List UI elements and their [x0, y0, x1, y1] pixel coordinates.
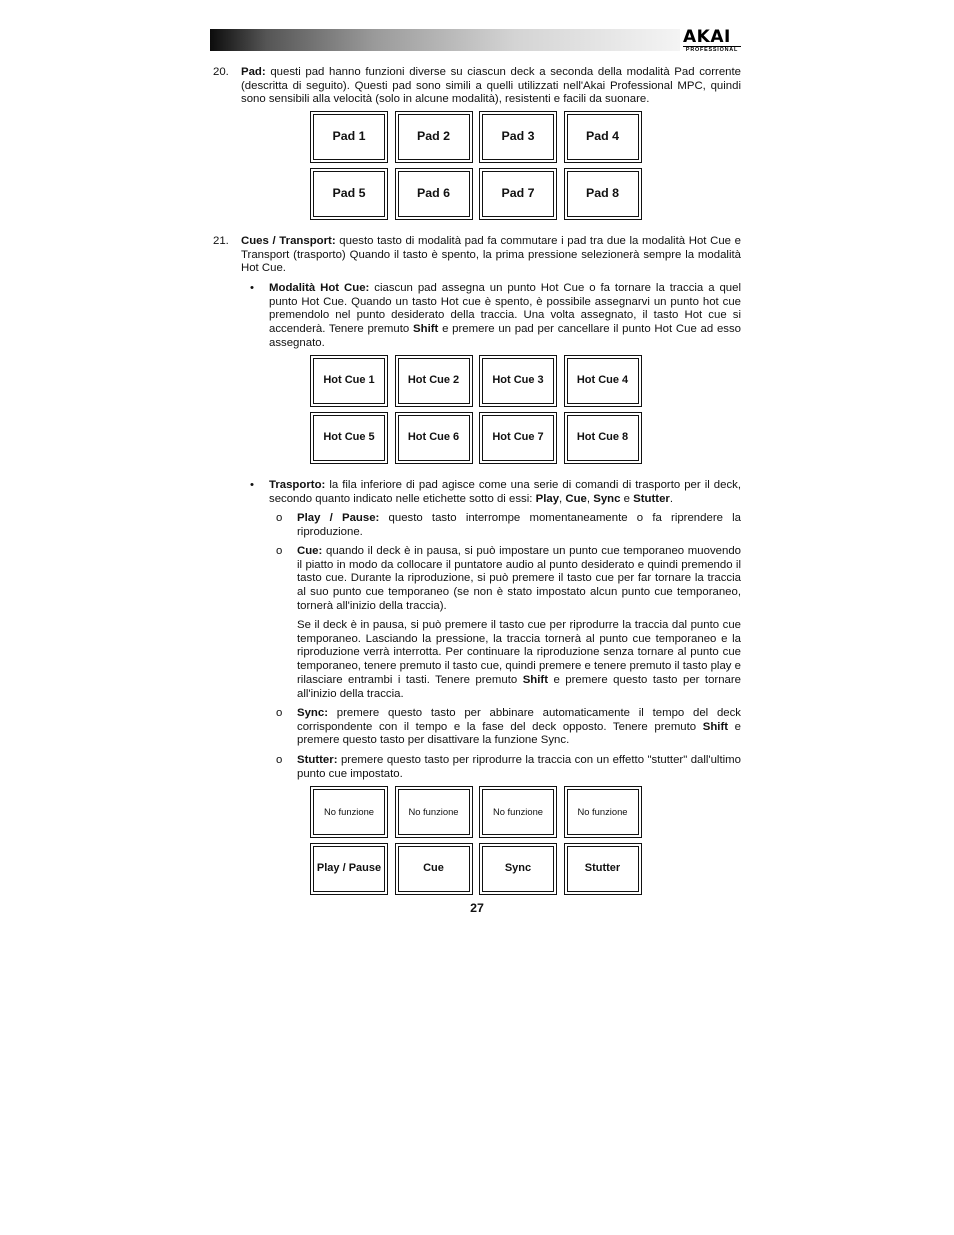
sync-paragraph	[297, 707, 741, 748]
hotcue-pad-2: Hot Cue 2	[395, 355, 473, 407]
pad-6: Pad 6	[395, 168, 473, 220]
transport-comma-1: ,	[559, 492, 566, 505]
transport-pad-cue: Cue	[395, 843, 473, 895]
pad-1: Pad 1	[310, 111, 388, 163]
hotcue-pad-5: Hot Cue 5	[310, 412, 388, 464]
transport-pad-1: No funzione	[310, 786, 388, 838]
transport-pad-4: No funzione	[564, 786, 642, 838]
transport-pad-sync: Sync	[479, 843, 557, 895]
item-20-text: questi pad hanno funzioni diverse su ciascun deck a seconda della modalità Pad corrente (descritta di seguito). Questi pad sono simili a quelli utilizzati nell'Akai Professional MPC, quindi sono sensibili alla velocità (solo in alcune modalità), resistenti e facili da suonare.	[241, 66, 741, 106]
page-number: 27	[470, 901, 484, 915]
cue-marker: o	[276, 545, 283, 557]
transport-and: e	[620, 492, 634, 505]
stutter-marker: o	[276, 754, 283, 766]
transport-pad-stutter: Stutter	[564, 843, 642, 895]
hotcue-mode-paragraph	[269, 282, 741, 351]
cue-para2-shift: Shift	[522, 673, 548, 686]
sync-text-b: e premere questo tasto per disattivare la funzione Sync.	[297, 720, 741, 747]
transport-text: la fila inferiore di pad agisce come una serie di comandi di trasporto per il deck, secondo quanto indicato nelle etichette sotto di essi:	[269, 479, 741, 505]
transport-sync: Sync	[593, 492, 621, 505]
hotcue-bullet: •	[250, 282, 254, 294]
hotcue-pad-1: Hot Cue 1	[310, 355, 388, 407]
hotcue-pad-6: Hot Cue 6	[395, 412, 473, 464]
hotcue-mode-text-a: ciascun pad assegna un punto Hot Cue o fa tornare la traccia a quel punto Hot Cue. Quando un tasto Hot cue è spento, è possibile assegnarvi un punto hot cue premendolo nel punto desiderato della traccia. Una volta assegnato, il tasto Hot cue si accenderà. Tenere premuto	[269, 282, 741, 336]
item-20-title: Pad:	[241, 66, 266, 78]
transport-grid	[310, 786, 644, 895]
pad-5: Pad 5	[310, 168, 388, 220]
sync-text-a: premere questo tasto per abbinare automaticamente il tempo del deck corrispondente con il tempo e la fase del deck opposto. Tenere premuto	[297, 707, 741, 733]
logo-brand: AKAI	[683, 27, 731, 47]
transport-comma-2: ,	[586, 492, 594, 505]
stutter-title: Stutter:	[297, 754, 338, 766]
item-21-text: questo tasto di modalità pad fa commutare i pad tra due la modalità Hot Cue e Transport (trasporto) Quando il tasto è spento, la prima pressione selezionerà sempre la modalità Hot Cue.	[241, 235, 741, 275]
play-pause-marker: o	[276, 512, 283, 524]
hotcue-grid	[310, 355, 644, 464]
transport-pad-play-pause: Play / Pause	[310, 843, 388, 895]
transport-title: Trasporto:	[269, 479, 326, 491]
play-pause-paragraph	[297, 512, 741, 539]
transport-paragraph	[269, 479, 741, 506]
hotcue-mode-shift: Shift	[413, 323, 439, 336]
cue-text: quando il deck è in pausa, si può impostare un punto cue temporaneo muovendo il piatto in modo da collocare il puntatore audio al punto desiderato e quindi premendo il tasto cue. Durante la riproduzione, si può premere il tasto cue per far tornare la traccia al suo punto cue temporaneo (se non è stato impostato alcun punto cue temporaneo, tornerà all'inizio della traccia).	[297, 545, 741, 612]
pad-3: Pad 3	[479, 111, 557, 163]
logo-brand-sub: PROFESSIONAL	[683, 46, 741, 53]
stutter-paragraph	[297, 754, 741, 781]
transport-pad-2: No funzione	[395, 786, 473, 838]
item-21-paragraph	[241, 235, 741, 276]
play-pause-title: Play / Pause:	[297, 512, 380, 524]
pad-2: Pad 2	[395, 111, 473, 163]
pad-4: Pad 4	[564, 111, 642, 163]
hotcue-mode-text-b: e premere un pad per cancellare il punto Hot Cue ad esso assegnato.	[269, 323, 742, 349]
cue-para2-text-b: e premere questo tasto per tornare all'inizio della traccia.	[297, 673, 741, 700]
hotcue-pad-8: Hot Cue 8	[564, 412, 642, 464]
item-20-paragraph	[241, 66, 741, 107]
stutter-text: premere questo tasto per riprodurre la traccia con un effetto "stutter" dall'ultimo punto cue impostato.	[297, 754, 741, 780]
cue-paragraph-2	[297, 619, 741, 701]
transport-stutter: Stutter	[633, 492, 670, 505]
cue-paragraph	[297, 545, 741, 614]
transport-pad-3: No funzione	[479, 786, 557, 838]
transport-cue: Cue	[565, 492, 587, 505]
header-gradient-bar	[210, 29, 680, 51]
hotcue-pad-4: Hot Cue 4	[564, 355, 642, 407]
cue-title: Cue:	[297, 545, 323, 557]
item-21-title: Cues / Transport:	[241, 235, 336, 247]
sync-shift: Shift	[702, 720, 729, 733]
item-21-number: 21.	[213, 235, 229, 247]
transport-play: Play	[535, 492, 560, 505]
hotcue-pad-7: Hot Cue 7	[479, 412, 557, 464]
play-pause-text: questo tasto interrompe momentaneamente o fa riprendere la riproduzione.	[297, 512, 742, 538]
cue-para2-text-a: Se il deck è in pausa, si può premere il tasto cue per riprodurre la traccia dal punto cue temporaneo. Lasciando la pressione, la traccia tornerà al punto cue temporaneo e la riproduzione verrà interrotta. Per continuare la riproduzione senza tornare al punto cue temporaneo, tenere premuto il tasto cue, quindi premere e tenere premuto il tasto play e rilasciare entrambi i tasti. Tenere premuto	[297, 619, 741, 686]
hotcue-pad-3: Hot Cue 3	[479, 355, 557, 407]
sync-title: Sync:	[297, 707, 329, 719]
transport-bullet: •	[250, 479, 254, 491]
sync-marker: o	[276, 707, 283, 719]
pad-8: Pad 8	[564, 168, 642, 220]
item-20-number: 20.	[213, 66, 229, 78]
pads-grid	[310, 111, 644, 220]
akai-logo	[683, 27, 741, 53]
pad-7: Pad 7	[479, 168, 557, 220]
transport-period: .	[669, 492, 674, 505]
hotcue-mode-title: Modalità Hot Cue:	[269, 282, 370, 294]
